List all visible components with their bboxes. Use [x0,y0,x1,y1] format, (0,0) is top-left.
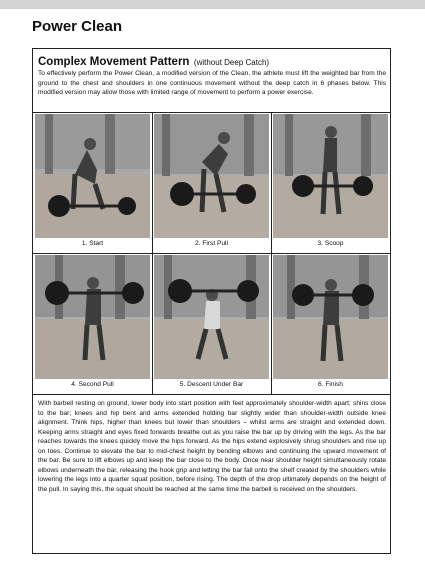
athlete-start-position-photo [35,114,150,238]
grid-divider-col-2 [271,112,272,394]
grid-divider-top [33,112,390,113]
phase-label-4: 4. Second Pull [71,381,114,388]
phase-cell-1 [33,112,152,253]
section-heading [38,52,269,70]
intro-text: To effectively perform the Power Clean, a modified version of the Clean, the athlete must lift the weighted bar from the ground to the chest and shoulders in one continuous movement without the deep catch in 6 phases below. This modified version may allow those with limited range of movement to perform a power exercise. [38,70,386,97]
exercise-panel [32,48,391,554]
athlete-second-pull-photo [35,255,150,379]
phase-cell-5 [152,253,271,394]
athlete-finish-photo [273,255,388,379]
phase-label-2: 2. First Pull [195,240,228,247]
phase-label-6: 6. Finish [318,381,343,388]
phase-cell-3 [271,112,390,253]
section-heading-main: Complex Movement Pattern [38,56,190,68]
athlete-scoop-photo [273,114,388,238]
athlete-first-pull-photo [154,114,269,238]
phase-cell-6 [271,253,390,394]
grid-divider-col-1 [152,112,153,394]
athlete-descent-under-bar-photo [154,255,269,379]
page-title: Power Clean [32,18,123,35]
phase-cell-4 [33,253,152,394]
phase-label-1: 1. Start [81,240,104,247]
section-heading-sub: (without Deep Catch) [193,58,270,67]
movement-description: With barbell resting on ground, lower body into start position with feet approximately shoulder-width apart; shins close to the bar; knees and hip bent and arms extended holding bar slightly wider than shoulder-width outside knee alignment. Think hips, higher than knees but lower than shoulders – whilst arms are straight and extended down. Keeping arms straight and eyes fixed forwards breathe out as you raise the bar up by driving with the legs. As the bar reaches towards the knees quickly move the hips forward. As the hips extend explosively shrug shoulders and rise up on toes. Continue to elevate the bar to mid-chest height by bending elbows and continuing the upward movement of the bar. Be sure to lift elbows up and keep the bar close to the body. Once near shoulder height simultaneously rotate elbows underneath the bar, releasing the hook grip and letting the bar fall onto the shelf created by the shoulders while lowering the legs into a quarter squat position, before rising. The depth of the drop ultimately depends on the height of the pull. In saying this, the squat should be reached at the same time the barbell is received on the shoulders. [38,400,386,493]
top-bar [0,0,425,9]
phase-label-5: 5. Descent Under Bar [179,381,244,388]
grid-divider-bottom [33,394,390,395]
phase-cell-2 [152,112,271,253]
phase-label-3: 3. Scoop [317,240,344,247]
grid-divider-middle [33,253,390,254]
